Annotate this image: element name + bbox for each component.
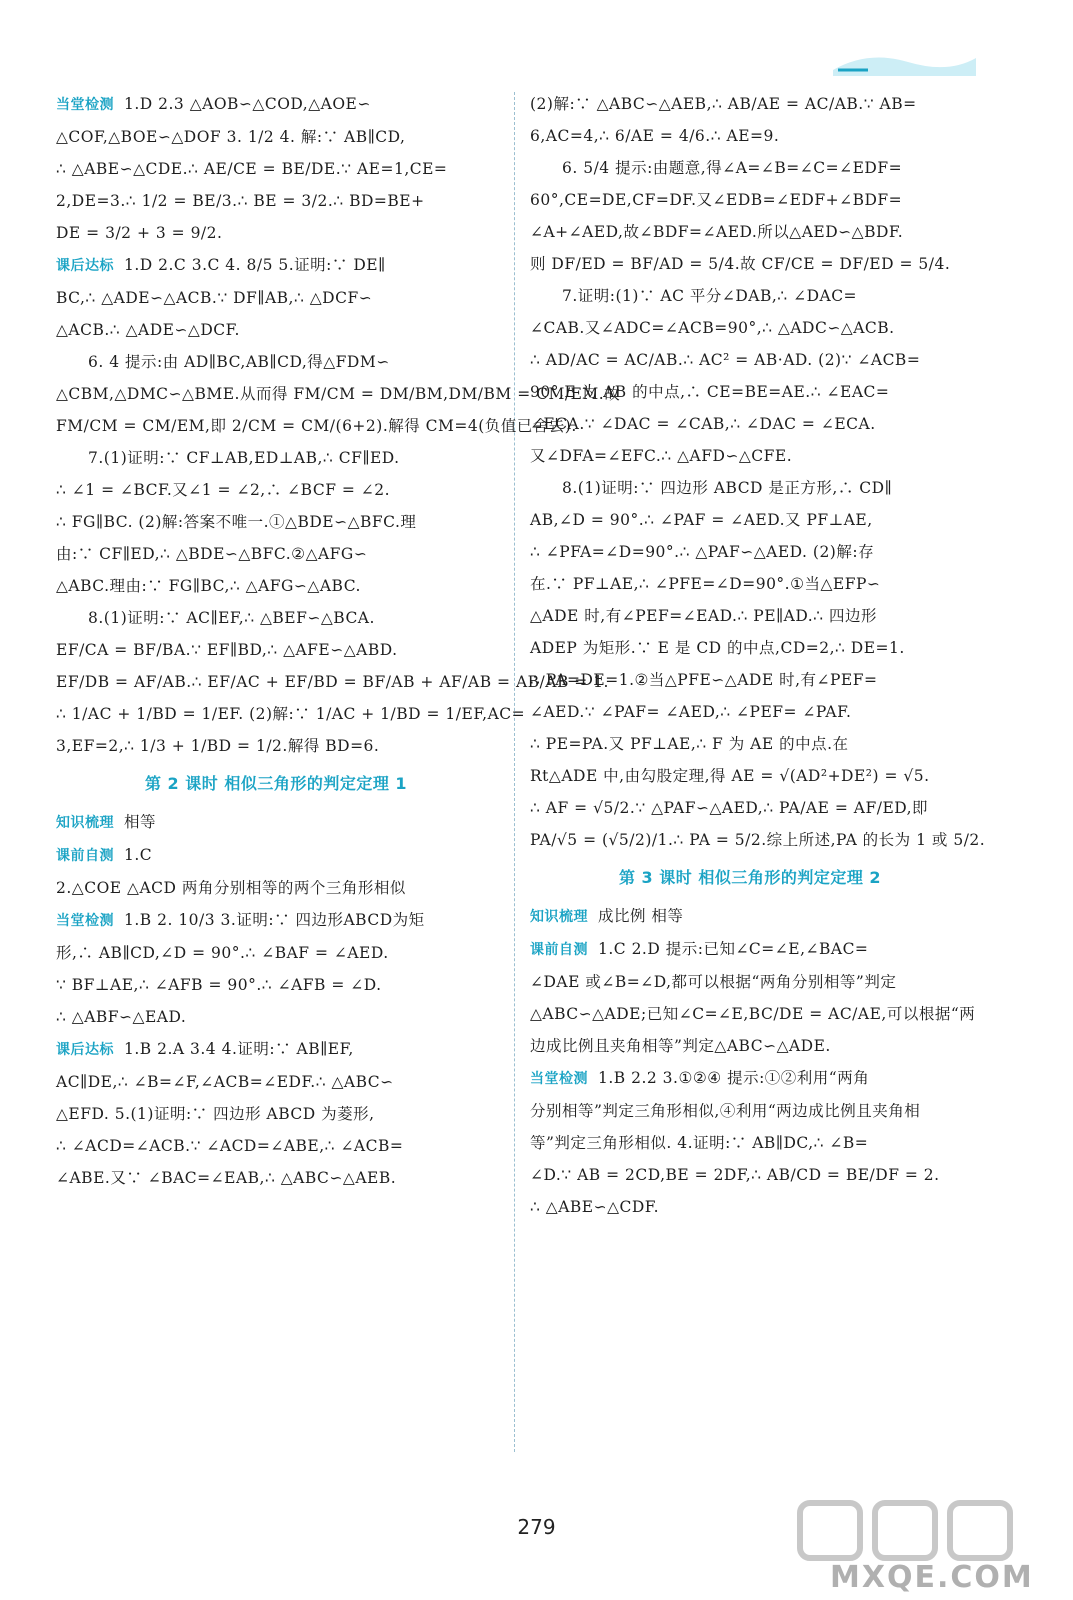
line-text: ∠ECA.∵ ∠DAC = ∠CAB,∴ ∠DAC = ∠ECA. xyxy=(530,415,876,433)
answer-line xyxy=(56,634,496,666)
line-text: Rt△ADE 中,由勾股定理,得 AE = √(AD²+DE²) = √5. xyxy=(530,767,930,785)
answer-line xyxy=(530,152,970,184)
line-text: △CBM,△DMC∽△BME.从而得 FM/CM = DM/BM,DM/BM = CM/EM.故 xyxy=(56,385,621,403)
line-text: AC∥DE,∴ ∠B=∠F,∠ACB=∠EDF.∴ △ABC∽ xyxy=(56,1073,394,1091)
answer-line xyxy=(56,570,496,602)
line-text: 相等 xyxy=(124,813,157,831)
line-text: 3,EF=2,∴ 1/3 + 1/BD = 1/2.解得 BD=6. xyxy=(56,737,380,755)
section-tag: 当堂检测 xyxy=(56,913,114,929)
answer-line xyxy=(56,217,496,249)
answer-line xyxy=(56,1066,496,1098)
section-tag: 当堂检测 xyxy=(56,97,114,113)
answer-line xyxy=(56,1001,496,1033)
answer-line xyxy=(56,474,496,506)
line-text: 则 DF/ED = BF/AD = 5/4.故 CF/CE = DF/ED = 5/4. xyxy=(530,255,951,273)
answer-line xyxy=(530,1095,970,1127)
watermark-text: MXQE.COM xyxy=(830,1560,1034,1595)
line-text: ∴ △ABF∽△EAD. xyxy=(56,1008,187,1026)
answer-line xyxy=(530,900,970,933)
line-text: 6,AC=4,∴ 6/AE = 4/6.∴ AE=9. xyxy=(530,127,780,145)
line-text: 1.D 2.3 △AOB∽△COD,△AOE∽ xyxy=(124,95,371,113)
left-column xyxy=(56,88,621,1194)
line-text: FM/CM = CM/EM,即 2/CM = CM/(6+2).解得 CM=4(负值已舍去). xyxy=(56,417,577,435)
page-number: 279 xyxy=(517,1515,556,1539)
line-text: ∠D.∵ AB = 2CD,BE = 2DF,∴ AB/CD = BE/DF = 2. xyxy=(530,1166,940,1184)
line-text: ∠DAE 或∠B=∠D,都可以根据“两角分别相等”判定 xyxy=(530,973,897,991)
line-text: ∵ BF⊥AE,∴ ∠AFB = 90°.∴ ∠AFB = ∠D. xyxy=(56,976,382,994)
answer-line xyxy=(530,728,970,760)
line-text: ∴ PE=PA.又 PF⊥AE,∴ F 为 AE 的中点.在 xyxy=(530,735,849,753)
lesson-heading: 第 3 课时 相似三角形的判定定理 2 xyxy=(618,868,882,887)
answer-line xyxy=(530,664,970,696)
answer-line xyxy=(56,1162,496,1194)
line-text: 1.C 2.D 提示:已知∠C=∠E,∠BAC= xyxy=(598,940,869,958)
answer-line xyxy=(56,1130,496,1162)
section-tag: 课前自测 xyxy=(56,848,114,864)
line-text: (2)解:∵ △ABC∽△AEB,∴ AB/AE = AC/AB.∵ AB= xyxy=(530,95,917,113)
line-text: EF/CA = BF/BA.∵ EF∥BD,∴ △AFE∽△ABD. xyxy=(56,641,398,659)
line-text: 6. 4 提示:由 AD∥BC,AB∥CD,得△FDM∽ xyxy=(88,353,390,371)
line-text: ∴ △ABE∽△CDE.∴ AE/CE = BE/DE.∵ AE=1,CE= xyxy=(56,160,448,178)
answer-line xyxy=(530,1062,970,1095)
answer-line xyxy=(530,472,970,504)
answer-line xyxy=(530,280,970,312)
line-text: 2.△COE △ACD 两角分别相等的两个三角形相似 xyxy=(56,879,406,897)
line-text: 1.B 2.2 3.①②④ 提示:①②利用“两角 xyxy=(598,1069,870,1087)
answer-line xyxy=(56,839,496,872)
answer-line xyxy=(530,760,970,792)
answer-line xyxy=(56,730,496,762)
line-text: 7.(1)证明:∵ CF⊥AB,ED⊥AB,∴ CF∥ED. xyxy=(88,449,400,467)
answer-line xyxy=(530,312,970,344)
answer-line xyxy=(530,1127,970,1159)
line-text: ∠ABE.又∵ ∠BAC=∠EAB,∴ △ABC∽△AEB. xyxy=(56,1169,397,1187)
line-text: ∴ ∠PFA=∠D=90°.∴ △PAF∽△AED. (2)解:存 xyxy=(530,543,875,561)
line-text: 边成比例且夹角相等”判定△ABC∽△ADE. xyxy=(530,1037,831,1055)
answer-line xyxy=(56,602,496,634)
line-text: 成比例 相等 xyxy=(598,907,684,925)
answer-line xyxy=(56,442,496,474)
answer-line xyxy=(530,568,970,600)
line-text: 60°,CE=DE,CF=DF.又∠EDB=∠EDF+∠BDF= xyxy=(530,191,903,209)
line-text: △EFD. 5.(1)证明:∵ 四边形 ABCD 为菱形, xyxy=(56,1105,375,1123)
answer-line xyxy=(56,249,496,282)
line-text: 形,∴ AB∥CD,∠D = 90°.∴ ∠BAF = ∠AED. xyxy=(56,944,389,962)
line-text: 8.(1)证明:∵ 四边形 ABCD 是正方形,∴ CD∥ xyxy=(562,479,893,497)
line-text: EF/DB = AF/AB.∴ EF/AC + EF/BD = BF/AB + AF/AB = AB/AB = 1. xyxy=(56,673,609,691)
answer-line xyxy=(56,314,496,346)
answer-line xyxy=(56,969,496,1001)
answer-line xyxy=(56,1098,496,1130)
answer-line xyxy=(530,933,970,966)
column-divider xyxy=(514,92,515,1452)
answer-line xyxy=(56,806,496,839)
line-text: DE = 3/2 + 3 = 9/2. xyxy=(56,224,223,242)
answer-line xyxy=(56,872,496,904)
answer-line xyxy=(56,1033,496,1066)
line-text: ADEP 为矩形.∵ E 是 CD 的中点,CD=2,∴ DE=1. xyxy=(530,639,905,657)
section-tag: 知识梳理 xyxy=(530,909,588,925)
answer-line xyxy=(530,344,970,376)
section-tag: 课后达标 xyxy=(56,1042,114,1058)
line-text: 6. 5/4 提示:由题意,得∠A=∠B=∠C=∠EDF= xyxy=(562,159,903,177)
line-text: ∴ 1/AC + 1/BD = 1/EF. (2)解:∵ 1/AC + 1/BD = 1/EF,AC= xyxy=(56,705,526,723)
line-text: ∠A+∠AED,故∠BDF=∠AED.所以△AED∽△BDF. xyxy=(530,223,904,241)
corner-decoration xyxy=(828,40,978,80)
section-tag: 知识梳理 xyxy=(56,815,114,831)
section-tag: 当堂检测 xyxy=(530,1071,588,1087)
line-text: ∴ PA=DE=1.②当△PFE∽△ADE 时,有∠PEF= xyxy=(530,671,878,689)
answer-line xyxy=(56,937,496,969)
answer-line xyxy=(56,185,496,217)
answer-line xyxy=(530,88,970,120)
line-text: AB,∠D = 90°.∴ ∠PAF = ∠AED.又 PF⊥AE, xyxy=(530,511,873,529)
answer-line xyxy=(530,504,970,536)
line-text: △ABC.理由:∵ FG∥BC,∴ △AFG∽△ABC. xyxy=(56,577,361,595)
answer-line xyxy=(530,184,970,216)
answer-line xyxy=(530,1191,970,1223)
answer-line xyxy=(530,216,970,248)
answer-line xyxy=(56,88,496,121)
line-text: ∴ △ABE∽△CDF. xyxy=(530,1198,660,1216)
line-text: ∠AED.∵ ∠PAF= ∠AED,∴ ∠PEF= ∠PAF. xyxy=(530,703,852,721)
answer-line xyxy=(530,824,986,856)
answer-line xyxy=(56,506,496,538)
answer-line xyxy=(56,698,526,730)
answer-line xyxy=(530,536,970,568)
line-text: ∴ AD/AC = AC/AB.∴ AC² = AB·AD. (2)∵ ∠ACB= xyxy=(530,351,921,369)
answer-line xyxy=(530,998,976,1030)
line-text: 分别相等”判定三角形相似,④利用“两边成比例且夹角相 xyxy=(530,1102,921,1120)
line-text: 等”判定三角形相似. 4.证明:∵ AB∥DC,∴ ∠B= xyxy=(530,1134,869,1152)
answer-line xyxy=(56,153,496,185)
answer-line xyxy=(530,632,970,664)
line-text: BC,∴ △ADE∽△ACB.∵ DF∥AB,∴ △DCF∽ xyxy=(56,289,373,307)
line-text: 90°,E 为 AB 的中点,∴ CE=BE=AE.∴ ∠EAC= xyxy=(530,383,890,401)
right-column xyxy=(530,88,986,1223)
line-text: △ACB.∴ △ADE∽△DCF. xyxy=(56,321,240,339)
answer-line xyxy=(530,1030,970,1062)
answer-line xyxy=(530,696,970,728)
line-text: △ABC∽△ADE;已知∠C=∠E,BC/DE = AC/AE,可以根据“两 xyxy=(530,1005,976,1023)
line-text: △COF,△BOE∽△DOF 3. 1/2 4. 解:∵ AB∥CD, xyxy=(56,128,406,146)
answer-line xyxy=(56,121,496,153)
line-text: 1.B 2.A 3.4 4.证明:∵ AB∥EF, xyxy=(124,1040,354,1058)
line-text: ∠CAB.又∠ADC=∠ACB=90°,∴ △ADC∽△ACB. xyxy=(530,319,895,337)
answer-line xyxy=(530,600,970,632)
line-text: 7.证明:(1)∵ AC 平分∠DAB,∴ ∠DAC= xyxy=(562,287,858,305)
answer-line xyxy=(530,376,970,408)
line-text: △ADE 时,有∠PEF=∠EAD.∴ PE∥AD.∴ 四边形 xyxy=(530,607,877,625)
line-text: 8.(1)证明:∵ AC∥EF,∴ △BEF∽△BCA. xyxy=(88,609,375,627)
answer-line xyxy=(530,792,970,824)
answer-line xyxy=(56,410,577,442)
line-text: 2,DE=3.∴ 1/2 = BE/3.∴ BE = 3/2.∴ BD=BE+ xyxy=(56,192,425,210)
answer-line xyxy=(56,282,496,314)
line-text: 在.∵ PF⊥AE,∴ ∠PFE=∠D=90°.①当△EFP∽ xyxy=(530,575,881,593)
line-text: 又∠DFA=∠EFC.∴ △AFD∽△CFE. xyxy=(530,447,793,465)
line-text: 1.C xyxy=(124,846,153,864)
lesson-heading: 第 2 课时 相似三角形的判定定理 1 xyxy=(144,774,408,793)
line-text: PA/√5 = (√5/2)/1.∴ PA = 5/2.综上所述,PA 的长为 1 或 5/2. xyxy=(530,831,986,849)
answer-line xyxy=(56,538,496,570)
answer-line xyxy=(56,666,609,698)
answer-line xyxy=(530,1159,970,1191)
answer-line xyxy=(56,378,621,410)
line-text: ∴ ∠ACD=∠ACB.∵ ∠ACD=∠ABE,∴ ∠ACB= xyxy=(56,1137,404,1155)
line-text: 由:∵ CF∥ED,∴ △BDE∽△BFC.②△AFG∽ xyxy=(56,545,368,563)
answer-line xyxy=(530,248,970,280)
line-text: 1.D 2.C 3.C 4. 8/5 5.证明:∵ DE∥ xyxy=(124,256,386,274)
line-text: ∴ FG∥BC. (2)解:答案不唯一.①△BDE∽△BFC.理 xyxy=(56,513,417,531)
answer-line xyxy=(530,120,970,152)
answer-line xyxy=(530,408,970,440)
line-text: ∴ AF = √5/2.∵ △PAF∽△AED,∴ PA/AE = AF/ED,即 xyxy=(530,799,929,817)
line-text: 1.B 2. 10/3 3.证明:∵ 四边形ABCD为矩 xyxy=(124,911,425,929)
section-tag: 课后达标 xyxy=(56,258,114,274)
answer-line xyxy=(56,904,496,937)
answer-line xyxy=(530,966,970,998)
line-text: ∴ ∠1 = ∠BCF.又∠1 = ∠2,∴ ∠BCF = ∠2. xyxy=(56,481,391,499)
section-tag: 课前自测 xyxy=(530,942,588,958)
answer-line xyxy=(530,440,970,472)
answer-line xyxy=(56,346,496,378)
